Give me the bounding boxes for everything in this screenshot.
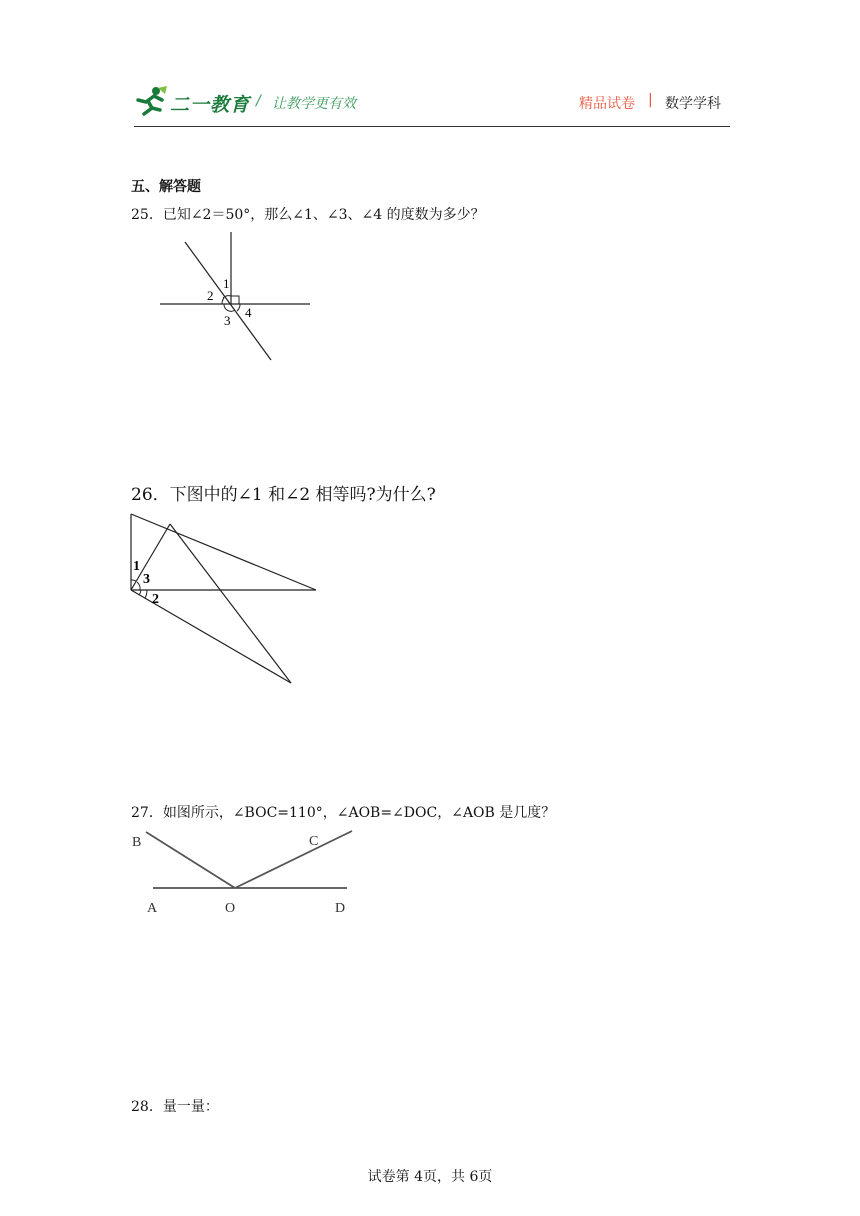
question-28-text: 28．量一量： xyxy=(131,1099,219,1115)
point-label-B: B xyxy=(132,835,142,850)
section-title: 五、解答题 xyxy=(131,179,201,195)
header xyxy=(134,82,730,128)
inner-left-line xyxy=(131,524,170,590)
page-footer: 试卷第 4页，共 6页 xyxy=(367,1169,493,1185)
point-label-C: C xyxy=(309,834,319,849)
question-26-text: 26．下图中的∠1 和∠2 相等吗?为什么? xyxy=(131,485,436,505)
angle-arc-1 xyxy=(131,580,136,581)
angle-arc-4 xyxy=(237,304,240,311)
subject-label: 数学学科 xyxy=(665,96,721,112)
angle-arc-2 xyxy=(222,298,224,304)
header-separator: / xyxy=(256,93,261,109)
inner-long-line xyxy=(170,524,291,683)
point-label-D: D xyxy=(335,901,346,916)
angle-label-1: 1 xyxy=(133,559,140,574)
angle-arc-3 xyxy=(137,582,140,590)
question-25-figure xyxy=(150,228,320,368)
logo-text: 二一教育 xyxy=(170,94,251,116)
top-edge-line xyxy=(131,514,316,590)
angle-label-2: 2 xyxy=(152,592,159,607)
question-27-text: 27．如图所示，∠BOC=110°，∠AOB=∠DOC，∠AOB 是几度？ xyxy=(131,805,556,821)
slanted-line xyxy=(185,242,271,360)
angle-label-4: 4 xyxy=(245,305,252,320)
right-angle-mark xyxy=(231,296,239,304)
point-label-O: O xyxy=(225,901,236,916)
angle-label-3: 3 xyxy=(143,572,150,587)
question-25-text: 25．已知∠2＝50°，那么∠1、∠3、∠4 的度数为多少？ xyxy=(131,207,485,223)
angle-arc-2 xyxy=(139,590,141,595)
angle-label-3: 3 xyxy=(224,313,231,328)
slogan: 让教学更有效 xyxy=(272,96,356,112)
angle-arc-2b xyxy=(145,590,147,598)
ray-OB xyxy=(146,832,235,888)
angle-label-1: 1 xyxy=(223,276,230,291)
point-label-A: A xyxy=(147,901,158,916)
header-rule xyxy=(134,126,730,127)
question-27-figure xyxy=(125,826,365,920)
runner-logo-icon xyxy=(134,86,168,116)
ray-OC xyxy=(235,831,352,888)
header-divider: | xyxy=(648,92,653,108)
question-26-figure xyxy=(125,508,325,692)
angle-label-2: 2 xyxy=(207,288,214,303)
header-badge: 精品试卷 xyxy=(579,96,635,112)
